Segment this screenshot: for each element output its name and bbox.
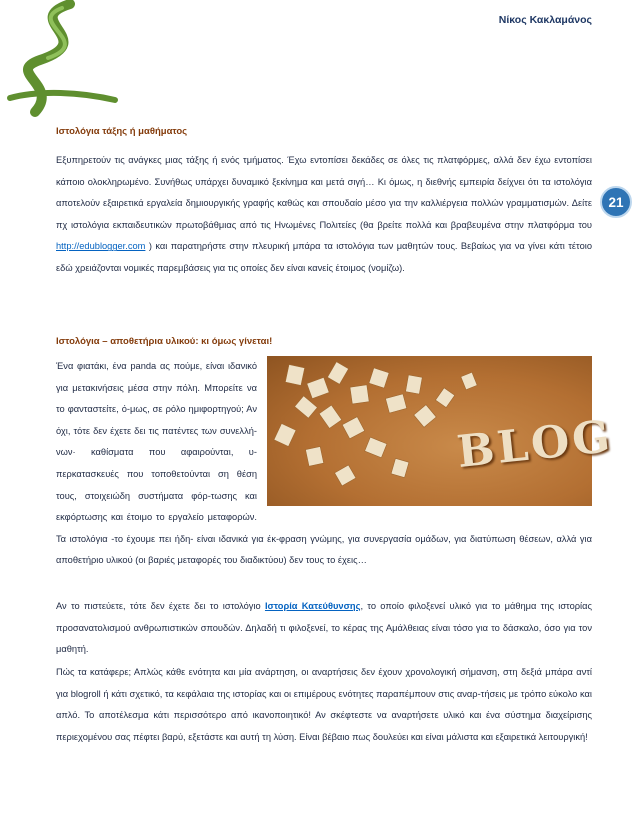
paragraph-text: Αν το πιστεύετε, τότε δεν έχετε δει το ιστολόγιο: [56, 601, 265, 611]
edublogger-link[interactable]: http://edublogger.com: [56, 241, 146, 252]
paragraph-history-blog: [56, 596, 592, 661]
paragraph-text: Εξυπηρετούν τις ανάγκες μιας τάξης ή ενός τμήματος. Έχω εντοπίσει δεκάδες σε όλες τις πλατφόρμες, αλλά δεν έχω εντοπίσει κάποιο ολοκληρωμένο. Συνήθως υπάρχει δυναμικό ξεκίνημα και μετά σιγή… Κι όμως, η διεθνής εμπειρία δείχνει ότι τα ιστολόγια αποτελούν εξαιρετικά εργαλεία δημιουργικής γραφής καθώς και σπουδαίο μέσο για την καλλιέργεια πολλών γραμματισμών. Δείτε πχ ιστολόγια εκπαιδευτικών πρωτοβάθμιας από τις Ηνωμένες Πολιτείες (θα βρείτε πολλά και βραβευμένα στην πλατφόρμα του: [56, 155, 592, 230]
blog-letters-image: [267, 356, 616, 506]
section-heading-material-blogs: Ιστολόγια – αποθετήρια υλικού: κι όμως γίνεται!: [56, 336, 273, 347]
history-blog-link[interactable]: Ιστορία Κατεύθυνσης: [264, 601, 361, 611]
paragraph-text: ) και παρατηρήστε στην πλευρική μπάρα τα ιστολόγια των μαθητών τους. Βεβαίως για να γίνει κάτι τέτοιο εδώ χρειάζονται νομικές παρεμβάσεις για τις οποίες δεν είναι κανείς έτοιμος (νομίζω).: [56, 241, 592, 273]
paragraph-text: , το οποίο φιλοξενεί υλικό για το μάθημα της ιστορίας προσανατολισμού ανθρωπιστικών σπουδών. Δηλαδή τι φιλοξενεί, το κέρας της Αμάλθειας είναι τόσο για το δάσκαλο, όσο για τον μαθητή.: [56, 601, 592, 655]
section-material-blogs-body: [56, 356, 616, 572]
blog-word-text: BLOG: [454, 410, 616, 479]
section-heading-class-blogs: Ιστολόγια τάξης ή μαθήματος: [56, 126, 188, 137]
swoosh-logo-icon: [0, 0, 120, 115]
paragraph-text: Ένα φιατάκι, ένα panda ας πούμε, είναι ιδανικό για μετακινήσεις μέσα στην πόλη. Μπορείτε να το φανταστείτε, ό-μως, σε ρόλο ημιφορτηγού; Αν όχι, τότε δεν έχετε δει τις πατέντες των συνελλή-νων· καθίσματα που αφαιρούνται, υ-περκατασκευές που τοποθετούνται ση θέση τους, στοιχειώδη συστήματα φόρ-τωσης και εκφόρτωσης και έτοιμο το εργαλείο μεταφορών. Τα ιστολόγια -το έχουμε πει ήδη- είναι ιδανικά για έκ-φραση γνώμης, για συνεργασία ομάδων, για διατύπωση θέσεων, αλλά για αποθετήριο υλικού (οι βαριές μεταφορές του διαδικτύου) δεν τους το έχεις…: [56, 361, 592, 566]
author-name: Νίκος Κακλαμάνος: [498, 14, 592, 26]
page-number-badge: 21: [600, 186, 632, 218]
paragraph-how-it-works: Πώς τα κατάφερε; Απλώς κάθε ενότητα και μία ανάρτηση, οι αναρτήσεις δεν έχουν χρονολογική σήμανση, στη δεξιά μπάρα αντί για blogroll ή κάτι σχετικό, τα κεφάλαια της ιστορίας και οι επιμέρους ενότητες παραπέμπουν στις αναρ-τήσεις με τρόπο εύκολο και απλό. Το αποτέλεσμα κάτι περισσότερο από ικανοποιητικό! Αν σκέφτεστε να αναρτήσετε υλικό και ένα σύστημα διαχείρισης περιεχομένου σας πέφτει βαρύ, εξετάστε και αυτή τη λύση. Είναι βέβαιο πως δουλεύει και είναι μάλιστα και εξαιρετικά λειτουργική!: [56, 667, 592, 742]
paragraph-class-blogs: [56, 150, 592, 280]
